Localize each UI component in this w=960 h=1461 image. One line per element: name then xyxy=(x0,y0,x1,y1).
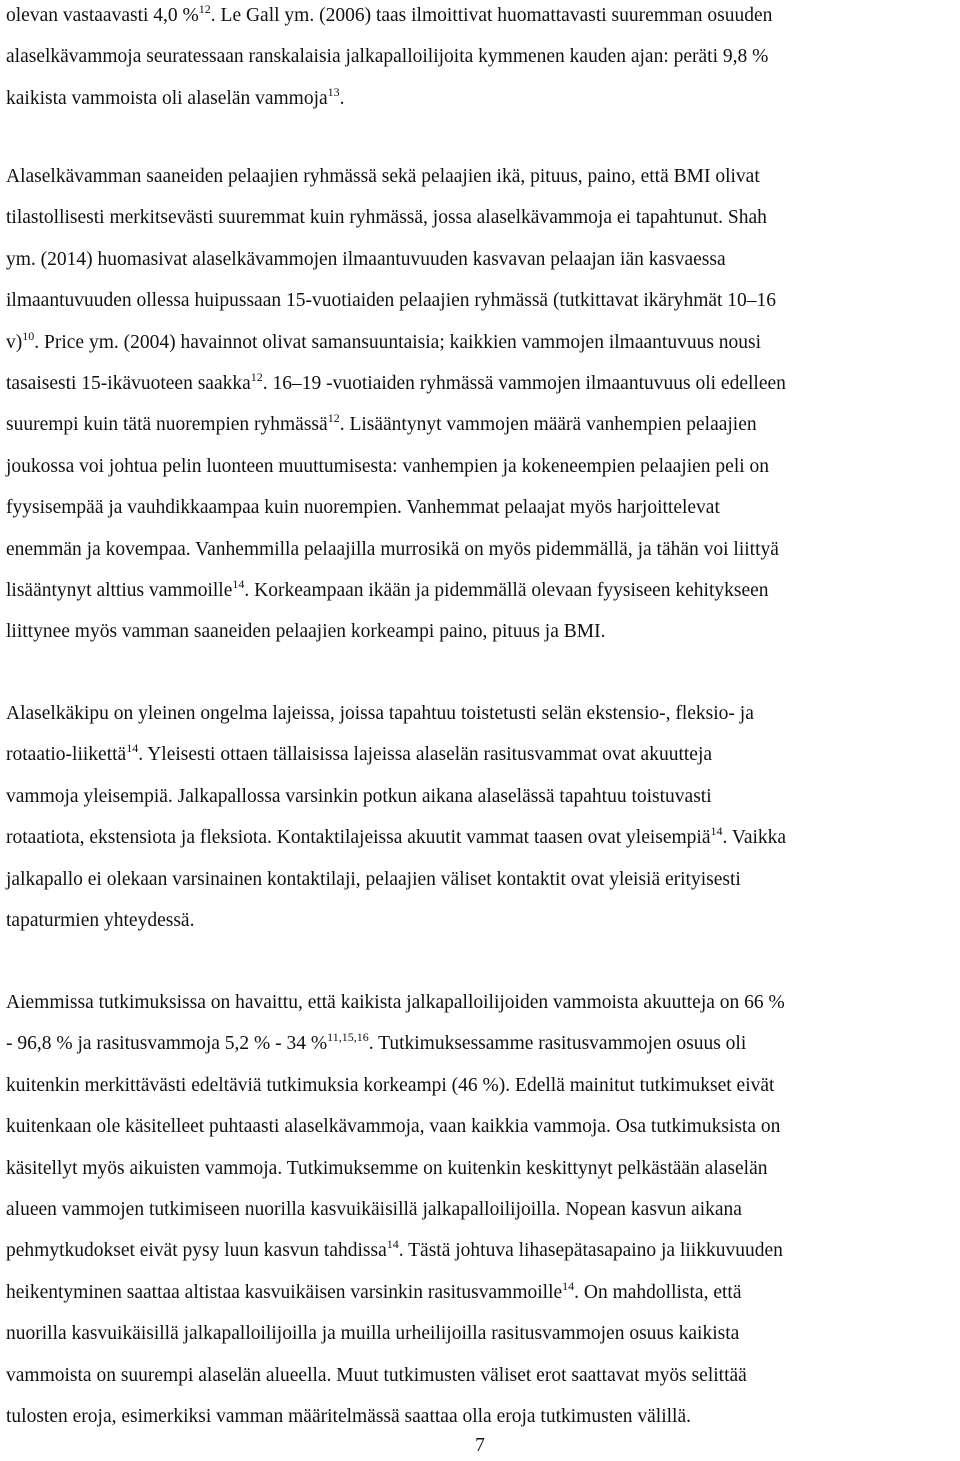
text-line xyxy=(6,156,958,197)
citation-superscript: 13 xyxy=(327,84,340,99)
text-line xyxy=(6,0,958,36)
citation-superscript: 11,15,16 xyxy=(327,1030,369,1045)
text-run: fyysisempää ja vauhdikkaampaa kuin nuorempien. Vanhemmat pelaajat myös harjoittelevat xyxy=(6,497,720,519)
text-run: . 16–19 -vuotiaiden ryhmässä vammojen ilmaantuvuus oli edelleen xyxy=(262,372,786,394)
citation-superscript: 12 xyxy=(327,411,340,426)
citation-superscript: 14 xyxy=(386,1237,399,1252)
paragraph-4 xyxy=(6,982,958,1437)
text-line xyxy=(6,239,958,280)
text-run: alaselkävammoja seuratessaan ranskalaisia jalkapalloilijoita kymmenen kauden ajan: peräti 9,8 % xyxy=(6,46,769,68)
text-run: enemmän ja kovempaa. Vanhemmilla pelaajilla murrosikä on myös pidemmällä, ja tähän voi liittyä xyxy=(6,538,779,560)
citation-superscript: 12 xyxy=(250,369,263,384)
text-run: liittynee myös vamman saaneiden pelaajien korkeampi paino, pituus ja BMI. xyxy=(6,621,606,643)
text-run: kuitenkin merkittävästi edeltäviä tutkimuksia korkeampi (46 %). Edellä mainitut tutkimukset eivät xyxy=(6,1074,775,1096)
text-line xyxy=(6,1313,958,1354)
text-run: Alaselkävamman saaneiden pelaajien ryhmässä sekä pelaajien ikä, pituus, paino, että BMI olivat xyxy=(6,166,760,187)
text-run: . Price ym. (2004) havainnot olivat samansuuntaisia; kaikkien vammojen ilmaantuvuus nousi xyxy=(34,331,762,353)
text-run: joukossa voi johtua pelin luonteen muuttumisesta: vanhempien ja kokeneempien pelaajien peli on xyxy=(6,455,770,477)
text-line xyxy=(6,363,958,404)
citation-superscript: 14 xyxy=(232,576,245,591)
citation-superscript: 14 xyxy=(710,824,723,839)
text-run: . Le Gall ym. (2006) taas ilmoittivat huomattavasti suuremman osuuden xyxy=(210,5,773,26)
text-run: tilastollisesti merkitsevästi suuremmat kuin ryhmässä, jossa alaselkävammoja ei tapahtunut. Shah xyxy=(6,207,767,229)
text-run: jalkapallo ei olekaan varsinainen kontaktilaji, pelaajien väliset kontaktit ovat yleisiä erityisesti xyxy=(6,868,741,890)
text-run: vammoista on suurempi alaselän alueella. Muut tutkimusten väliset erot saattavat myös selittää xyxy=(6,1364,747,1386)
text-run: nuorilla kasvuikäisillä jalkapalloilijoilla ja muilla urheilijoilla rasitusvammojen osuus kaikista xyxy=(6,1323,740,1345)
page-number: 7 xyxy=(475,1435,485,1456)
text-run: Aiemmissa tutkimuksissa on havaittu, että kaikista jalkapalloilijoiden vammoista akuutteja on 66 % xyxy=(6,992,785,1013)
text-run: vammoja yleisempiä. Jalkapallossa varsinkin potkun aikana alaselässä tapahtuu toistuvasti xyxy=(6,785,712,807)
text-run: v) xyxy=(6,331,23,353)
citation-superscript: 14 xyxy=(126,741,139,756)
text-line xyxy=(6,1355,958,1396)
text-run: . Lisääntynyt vammojen määrä vanhempien pelaajien xyxy=(339,414,757,436)
text-run: . Yleisesti ottaen tällaisissa lajeissa alaselän rasitusvammat ovat akuutteja xyxy=(138,744,713,766)
text-run: . Tästä johtuva lihasepätasapaino ja liikkuvuuden xyxy=(398,1240,783,1262)
text-line xyxy=(6,280,958,321)
text-run: ilmaantuvuuden ollessa huipussaan 15-vuotiaiden pelaajien ryhmässä (tutkittavat ikäryhmät 10–16 xyxy=(6,290,777,312)
text-line xyxy=(6,570,958,611)
text-run: kaikista vammoista oli alaselän vammoja xyxy=(6,87,328,109)
paragraph-3 xyxy=(6,693,958,941)
text-line xyxy=(6,197,958,238)
text-run: tasaisesti 15-ikävuoteen saakka xyxy=(6,372,251,394)
text-run: rotaatio-liikettä xyxy=(6,744,127,766)
text-run: . xyxy=(339,87,345,109)
text-line xyxy=(6,693,958,734)
text-run: ym. (2014) huomasivat alaselkävammojen ilmaantuvuuden kasvavan pelaajan iän kasvaessa xyxy=(6,248,726,270)
text-line xyxy=(6,982,958,1023)
text-line xyxy=(6,859,958,900)
text-line xyxy=(6,322,958,363)
text-line xyxy=(6,1065,958,1106)
text-line xyxy=(6,611,958,652)
text-line xyxy=(6,446,958,487)
text-line xyxy=(6,1189,958,1230)
text-line xyxy=(6,1023,958,1064)
text-run: olevan vastaavasti 4,0 % xyxy=(6,5,199,26)
text-run: kuitenkaan ole käsitelleet puhtaasti alaselkävammoja, vaan kaikkia vammoja. Osa tutkimuksista on xyxy=(6,1116,781,1138)
text-run: . Vaikka xyxy=(722,827,787,849)
text-run: - 96,8 % ja rasitusvammoja 5,2 % - 34 % xyxy=(6,1033,328,1055)
text-line xyxy=(6,1272,958,1313)
text-line xyxy=(6,36,958,77)
text-run: heikentyminen saattaa altistaa kasvuikäisen varsinkin rasitusvammoille xyxy=(6,1281,563,1303)
text-run: . Korkeampaan ikään ja pidemmällä olevaan fyysiseen kehitykseen xyxy=(244,579,769,601)
text-line xyxy=(6,487,958,528)
text-run: . Tutkimuksessamme rasitusvammojen osuus oli xyxy=(368,1033,747,1055)
text-line xyxy=(6,78,958,119)
text-line xyxy=(6,1148,958,1189)
text-run: lisääntynyt alttius vammoille xyxy=(6,579,233,601)
text-run: alueen vammojen tutkimiseen nuorilla kasvuikäisillä jalkapalloilijoilla. Nopean kasvun aikana xyxy=(6,1198,742,1220)
text-line xyxy=(6,734,958,775)
text-line xyxy=(6,1106,958,1147)
citation-superscript: 10 xyxy=(22,328,35,343)
text-run: . On mahdollista, että xyxy=(574,1281,742,1303)
text-run: suurempi kuin tätä nuorempien ryhmässä xyxy=(6,414,328,436)
text-run: rotaatiota, ekstensiota ja fleksiota. Kontaktilajeissa akuutit vammat taasen ovat yleisempiä xyxy=(6,827,711,849)
citation-superscript: 12 xyxy=(198,2,211,16)
text-run: Alaselkäkipu on yleinen ongelma lajeissa, joissa tapahtuu toistetusti selän ekstensio-, fleksio- ja xyxy=(6,703,754,724)
text-run: tapaturmien yhteydessä. xyxy=(6,909,195,931)
text-run: käsitellyt myös aikuisten vammoja. Tutkimuksemme on kuitenkin keskittynyt pelkästään alaselän xyxy=(6,1157,768,1179)
text-line xyxy=(6,529,958,570)
text-line xyxy=(6,1230,958,1271)
text-line xyxy=(6,1396,958,1437)
text-run: pehmytkudokset eivät pysy luun kasvun tahdissa xyxy=(6,1240,387,1262)
text-line xyxy=(6,900,958,941)
text-run: tulosten eroja, esimerkiksi vamman määritelmässä saattaa olla eroja tutkimusten välillä. xyxy=(6,1405,691,1427)
paragraph-1 xyxy=(6,0,958,119)
text-line xyxy=(6,776,958,817)
paragraph-2 xyxy=(6,156,958,653)
text-line xyxy=(6,817,958,858)
citation-superscript: 14 xyxy=(562,1278,575,1293)
text-line xyxy=(6,404,958,445)
